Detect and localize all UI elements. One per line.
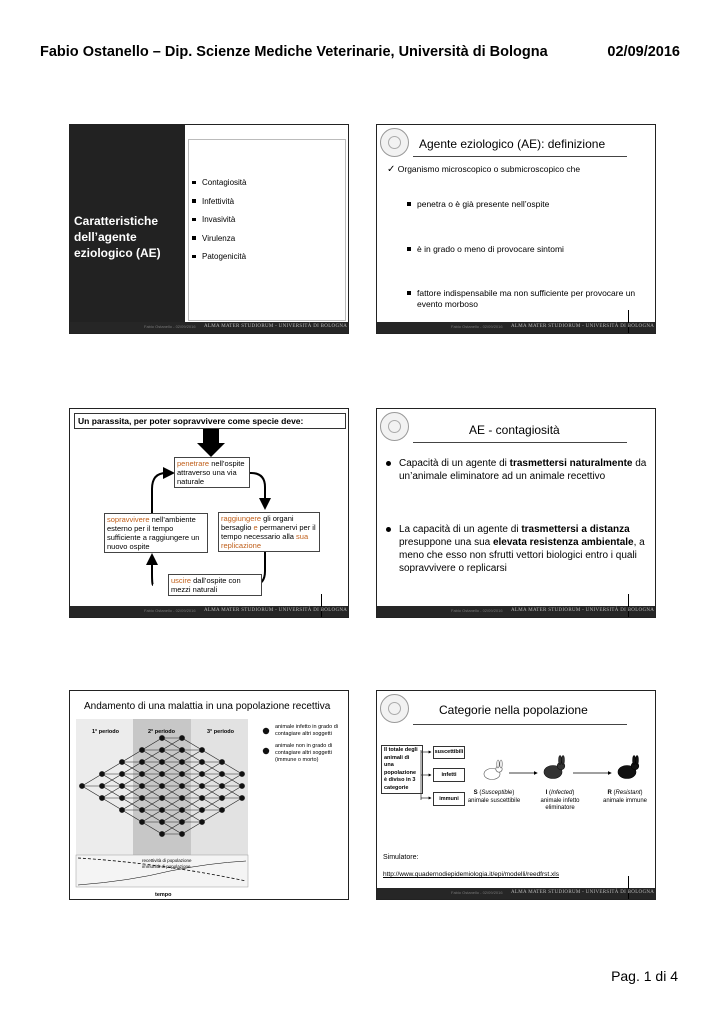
slide-footer	[377, 888, 655, 899]
slide-2-point: è in grado o meno di provocare sintomi	[405, 244, 647, 255]
slide-1	[69, 124, 349, 334]
footer-author: Fabio Ostanello - 02/09/2016	[144, 324, 196, 329]
footer-divider	[628, 594, 629, 617]
list-item: Contagiosità	[190, 178, 246, 187]
slide-6-title: Categorie nella popolazione	[439, 703, 588, 717]
slide-footer	[377, 606, 655, 617]
slide-4-title: AE - contagiosità	[469, 423, 560, 437]
slide-1-title: Caratteristiche dell’agente eziologico (AE)	[74, 214, 161, 260]
tree-node	[159, 759, 164, 764]
tree-node	[179, 807, 184, 812]
tree-node	[179, 771, 184, 776]
tree-node	[239, 771, 244, 776]
tree-node	[159, 783, 164, 788]
tree-node	[99, 783, 104, 788]
tree-node	[159, 771, 164, 776]
tree-node	[119, 771, 124, 776]
rabbit-resistant-icon	[618, 756, 639, 779]
list-item: Infettività	[190, 197, 246, 206]
legend-immune: animale non in grado di contagiare altri soggetti (immune o morto)	[275, 743, 333, 763]
tree-node	[179, 819, 184, 824]
slide-2-title: Agente eziologico (AE): definizione	[419, 137, 606, 151]
tree-node	[199, 783, 204, 788]
tree-node	[219, 795, 224, 800]
tree-node	[219, 771, 224, 776]
slide-footer	[70, 606, 348, 617]
slide-5	[69, 690, 349, 900]
rabbit-infected-icon	[544, 756, 565, 779]
period-label: 3° periodo	[207, 729, 234, 735]
cycle-box-penetrare: penetrare nell’ospite attraverso una via naturale	[174, 457, 250, 488]
title-rule	[413, 442, 627, 443]
tree-node	[239, 783, 244, 788]
page-number: Pag. 1 di 4	[611, 968, 678, 984]
slide-4-point: La capacità di un agente di trasmettersi a distanza presuppone una sua elevata resistenza ambientale, a meno che esso non sfrutti vettori biologici entro i quali sopravvivere o replicarsi	[383, 523, 655, 575]
category-box-immune: immuni	[433, 792, 465, 806]
slide-1-list	[190, 178, 246, 271]
category-box-susceptible: suscettibili	[433, 746, 465, 759]
tree-node	[239, 795, 244, 800]
slide-4	[376, 408, 656, 618]
tree-node	[179, 747, 184, 752]
tree-node	[219, 807, 224, 812]
tree-node	[119, 807, 124, 812]
tree-node	[199, 771, 204, 776]
tree-node	[119, 759, 124, 764]
list-item: Patogenicità	[190, 252, 246, 261]
page-header-date: 02/09/2016	[607, 44, 680, 60]
tree-node	[179, 735, 184, 740]
tree-node	[139, 783, 144, 788]
tree-node	[119, 783, 124, 788]
slide-1-title-panel	[70, 125, 185, 322]
tree-node	[179, 759, 184, 764]
footer-divider	[628, 310, 629, 333]
title-rule	[413, 156, 627, 157]
legend-immune-icon	[263, 748, 269, 754]
tree-node	[139, 747, 144, 752]
rabbit-susceptible-icon	[484, 760, 502, 780]
cycle-arrow-4	[152, 473, 173, 513]
list-item: Virulenza	[190, 234, 246, 243]
legend-infected: animale infetto in grado di contagiare altri soggetti	[275, 724, 338, 737]
university-seal-icon	[380, 128, 409, 157]
x-axis-label: tempo	[155, 892, 172, 898]
down-arrow-icon	[197, 429, 225, 457]
slide-3	[69, 408, 349, 618]
tree-node	[159, 831, 164, 836]
category-box-infected: infetti	[433, 768, 465, 782]
tree-node	[159, 735, 164, 740]
cycle-box-sopravvivere: sopravvivere nell’ambiente esterno per il tempo sufficiente a raggiungere un nuovo ospite	[104, 513, 208, 553]
tree-node	[199, 795, 204, 800]
population-total-box: Il totale degli animali di una popolazione è diviso in 3 categorie	[381, 745, 423, 794]
tree-node	[139, 771, 144, 776]
tree-node	[199, 819, 204, 824]
legend-infected-icon	[263, 728, 269, 734]
tree-node	[139, 807, 144, 812]
curve-label-susceptible: recettività di popolazione	[142, 858, 192, 863]
footer-text: ALMA MATER STUDIORUM - UNIVERSITÀ DI BOLOGNA	[511, 608, 655, 613]
simulator-label: Simulatore:	[383, 854, 419, 861]
footer-text: ALMA MATER STUDIORUM - UNIVERSITÀ DI BOLOGNA	[204, 608, 348, 613]
slide-2-lead: ✓ Organismo microscopico o submicroscopico che	[387, 164, 581, 175]
slide-5-title: Andamento di una malattia in una popolazione recettiva	[84, 701, 331, 712]
cycle-box-uscire: uscire dall’ospite con mezzi naturali	[168, 574, 262, 596]
period-label: 2° periodo	[148, 729, 175, 735]
tree-node	[199, 807, 204, 812]
curve-label-immunity: immunità di popolazione	[142, 864, 191, 869]
footer-text: ALMA MATER STUDIORUM - UNIVERSITÀ DI BOLOGNA	[511, 324, 655, 329]
cycle-arrow-3	[152, 555, 153, 585]
page-header-title: Fabio Ostanello – Dip. Scienze Mediche Veterinarie, Università di Bologna	[40, 44, 548, 60]
slide-footer	[70, 322, 348, 333]
tree-node	[79, 783, 84, 788]
label-susceptible: S (Susceptible) animale suscettibile	[467, 790, 521, 804]
tree-node	[139, 819, 144, 824]
tree-node	[179, 783, 184, 788]
tree-node	[179, 795, 184, 800]
slide-2-point: penetra o è già presente nell’ospite	[405, 199, 647, 210]
list-item: Invasività	[190, 215, 246, 224]
slide-4-point: Capacità di un agente di trasmettersi naturalmente da un’animale eliminatore ad un animale recettivo	[383, 457, 651, 483]
footer-divider	[628, 876, 629, 899]
tree-node	[219, 759, 224, 764]
tree-node	[119, 795, 124, 800]
footer-author: Fabio Ostanello - 02/09/2016	[451, 890, 503, 895]
tree-node	[99, 771, 104, 776]
cycle-box-raggiungere: raggiungere gli organi bersaglio e permanervi per il tempo necessario alla sua replicazione	[218, 512, 320, 552]
slide-footer	[377, 322, 655, 333]
slide-6	[376, 690, 656, 900]
university-seal-icon	[380, 412, 409, 441]
tree-node	[199, 759, 204, 764]
footer-author: Fabio Ostanello - 02/09/2016	[144, 608, 196, 613]
tree-node	[139, 795, 144, 800]
tree-node	[179, 831, 184, 836]
slide-2-point: fattore indispensabile ma non sufficiente per provocare un evento morboso	[405, 288, 637, 310]
simulator-link[interactable]: http://www.quadernodiepidemiologia.it/epi/modelli/reedfrst.xls	[383, 871, 559, 878]
footer-author: Fabio Ostanello - 02/09/2016	[451, 608, 503, 613]
tree-node	[159, 795, 164, 800]
tree-node	[219, 783, 224, 788]
tree-node	[159, 819, 164, 824]
label-infected: I (Infected) animale infetto eliminatore	[540, 790, 580, 811]
tree-node	[159, 747, 164, 752]
period-label: 1° periodo	[92, 729, 119, 735]
footer-author: Fabio Ostanello - 02/09/2016	[451, 324, 503, 329]
footer-divider	[321, 594, 322, 617]
tree-node	[99, 795, 104, 800]
footer-text: ALMA MATER STUDIORUM - UNIVERSITÀ DI BOLOGNA	[204, 324, 348, 329]
slide-2	[376, 124, 656, 334]
tree-node	[139, 759, 144, 764]
footer-text: ALMA MATER STUDIORUM - UNIVERSITÀ DI BOLOGNA	[511, 890, 655, 895]
slide-3-title: Un parassita, per poter sopravvivere come specie deve:	[74, 413, 346, 429]
tree-node	[199, 747, 204, 752]
check-icon: ✓	[387, 164, 396, 175]
tree-node	[159, 807, 164, 812]
epidemic-diagram	[70, 691, 348, 899]
label-resistant: R (Resistant) animale immune	[602, 790, 648, 804]
